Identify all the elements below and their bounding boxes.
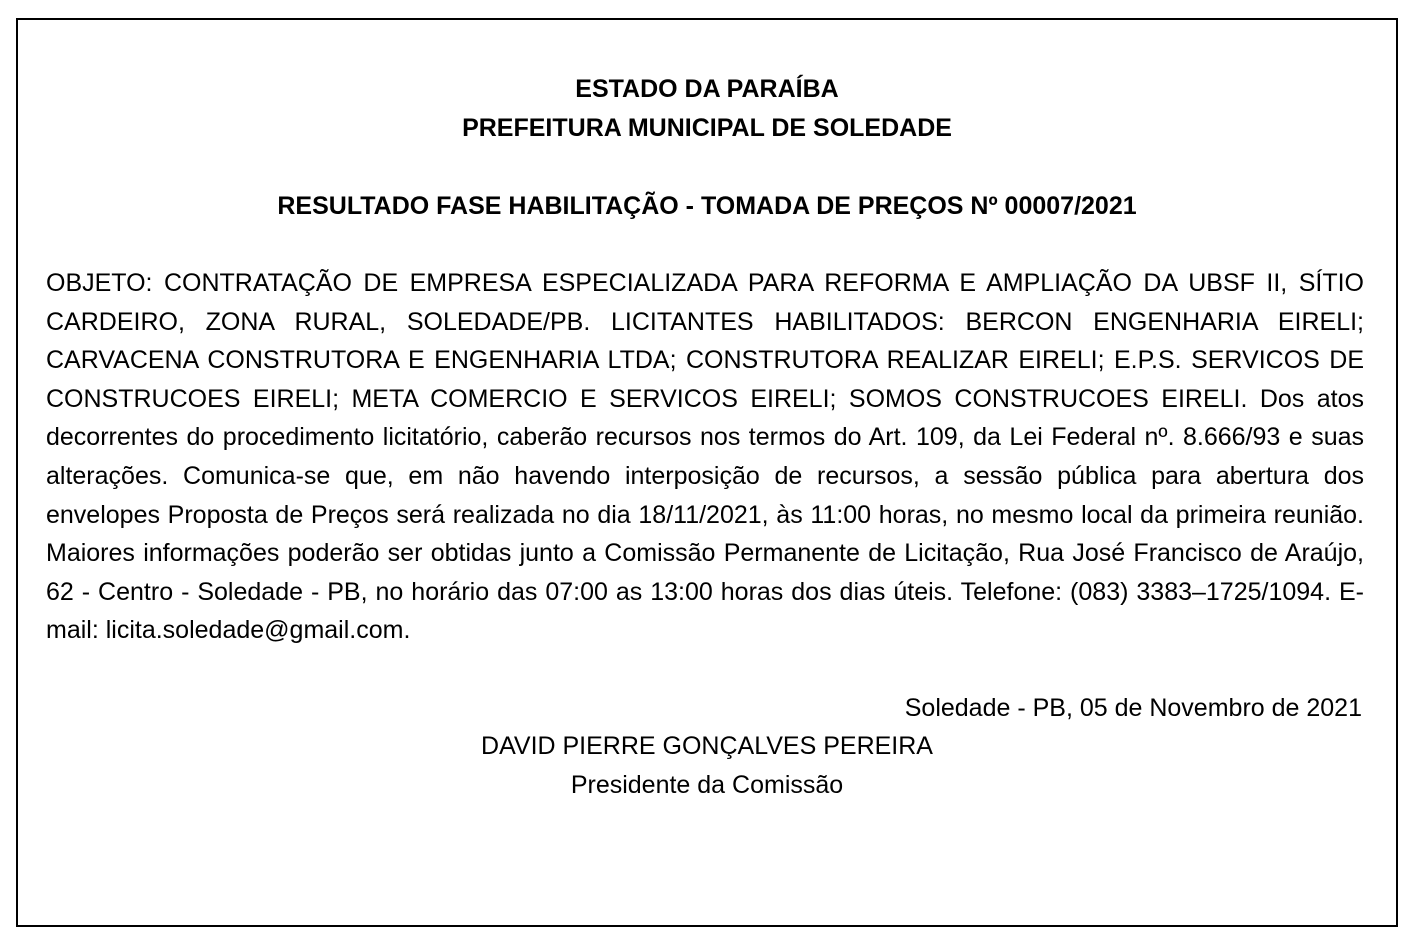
notice-body: OBJETO: CONTRATAÇÃO DE EMPRESA ESPECIALIZADA PARA REFORMA E AMPLIAÇÃO DA UBSF II, SÍTIO CARDEIRO, ZONA RURAL, SOLEDADE/PB. LICITANTES HABILITADOS: BERCON ENGENHARIA EIRELI; CARVACENA CONSTRUTORA E ENGENHARIA LTDA; CONSTRUTORA REALIZAR EIRELI; E.P.S. SERVICOS DE CONSTRUCOES EIRELI; META COMERCIO E SERVICOS EIRELI; SOMOS CONSTRUCOES EIRELI. Dos atos decorrentes do procedimento licitatório, caberão recursos nos termos do Art. 109, da Lei Federal nº. 8.666/93 e suas alterações. Comunica-se que, em não havendo interposição de recursos, a sessão pública para abertura dos envelopes Proposta de Preços será realizada no dia 18/11/2021, às 11:00 horas, no mesmo local da primeira reunião. Maiores informações poderão ser obtidas junto a Comissão Permanente de Licitação, Rua José Francisco de Araújo, 62 - Centro - Soledade - PB, no horário das 07:00 as 13:00 horas dos dias úteis. Telefone: (083) 3383–1725/1094. E-mail: licita.soledade@gmail.com. — [46, 269, 1364, 645]
signer-role: Presidente da Comissão — [570, 771, 844, 799]
state-heading: ESTADO DA PARAÍBA — [575, 75, 839, 103]
notice-frame — [16, 18, 1398, 927]
signer-name: DAVID PIERRE GONÇALVES PEREIRA — [481, 732, 933, 760]
date-line: Soledade - PB, 05 de Novembro de 2021 — [904, 694, 1362, 722]
notice-title: RESULTADO FASE HABILITAÇÃO - TOMADA DE PREÇOS Nº 00007/2021 — [277, 192, 1137, 220]
municipality-heading: PREFEITURA MUNICIPAL DE SOLEDADE — [462, 114, 952, 142]
